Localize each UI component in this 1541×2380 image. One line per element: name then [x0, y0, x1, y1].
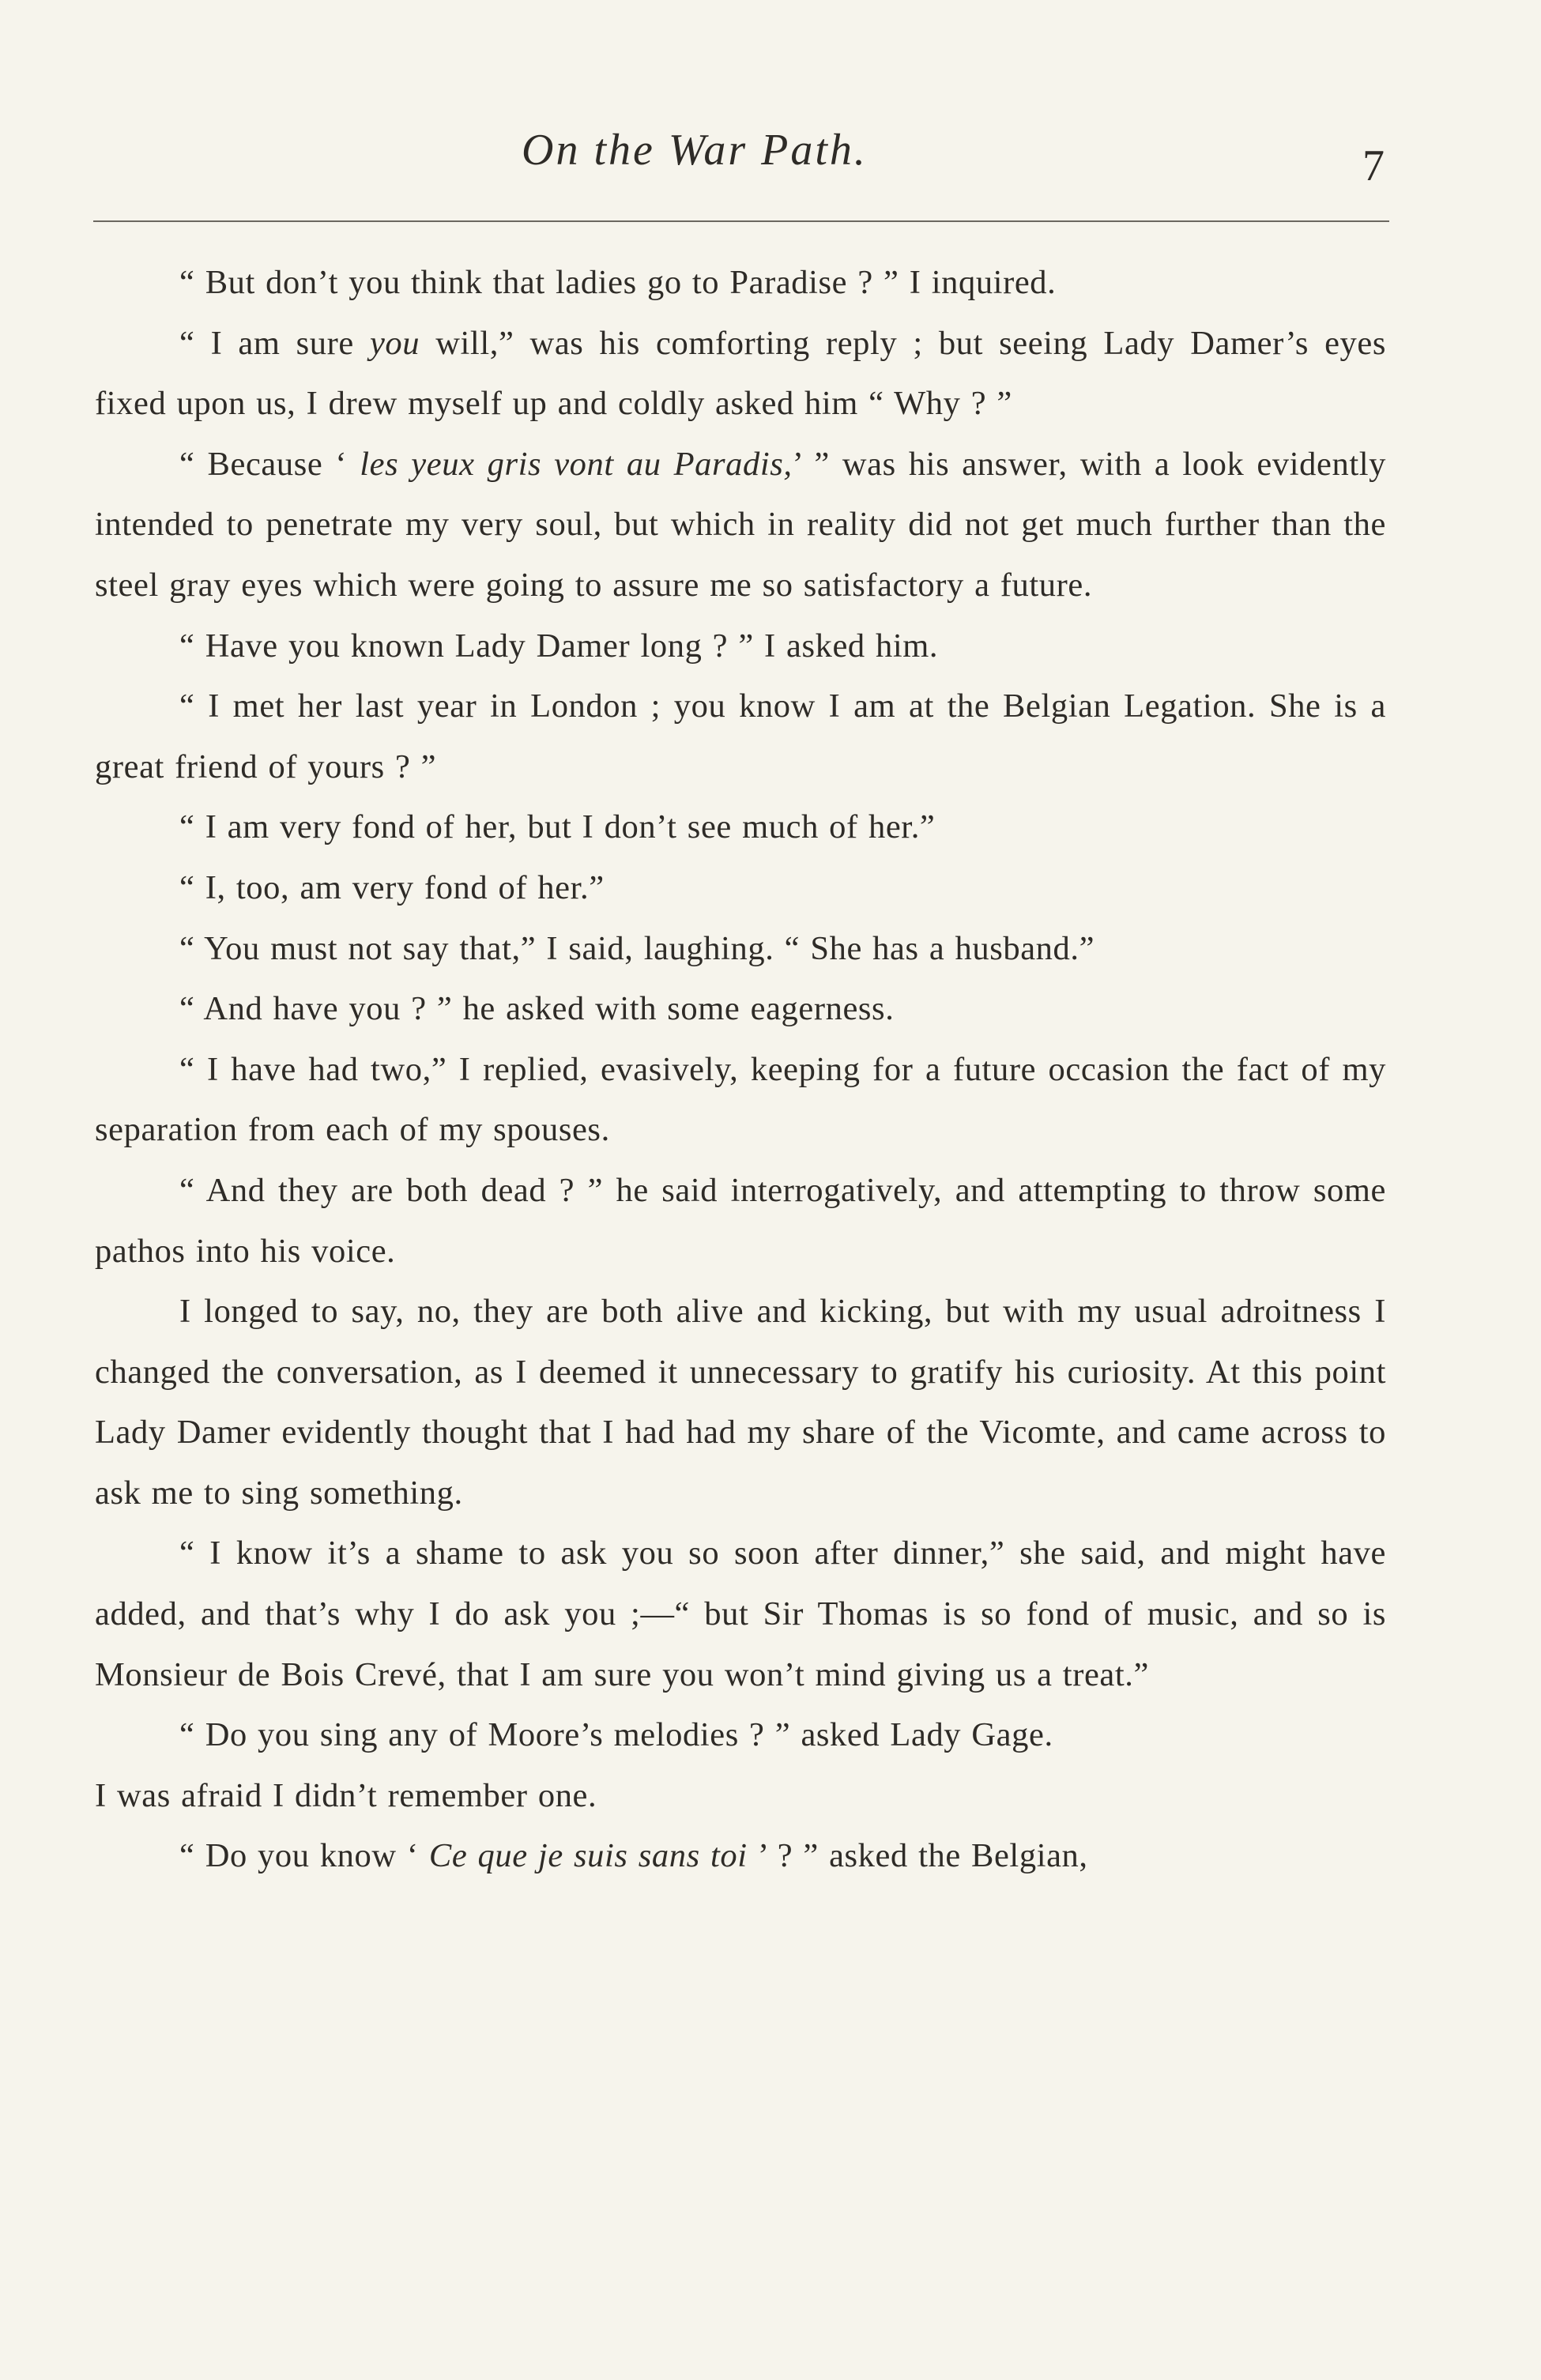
text-run: “ Do you know ‘	[179, 1837, 429, 1875]
paragraph: “ You must not say that,” I said, laughing. “ She has a husband.”	[179, 929, 1095, 967]
paragraph: “ I, too, am very fond of her.”	[179, 868, 605, 906]
paragraph: “ Do you sing any of Moore’s melodies ? ” asked Lady Gage.	[179, 1716, 1053, 1754]
text-run: will,” was his comforting reply ; but seeing Lady Damer’s eyes fixed upon us, I drew myself up and coldly asked him “ Why ? ”	[95, 324, 1386, 423]
text-run: ’ ? ” asked the Belgian,	[747, 1837, 1088, 1875]
paragraph: “ I am very fond of her, but I don’t see much of her.”	[179, 808, 936, 846]
italic-text: Ce que je suis sans toi	[428, 1837, 748, 1875]
paragraph: “ I have had two,” I replied, evasively, keeping for a future occasion the fact of my separation from each of my spouses.	[95, 1050, 1386, 1149]
body-text	[95, 253, 1386, 1887]
italic-text: les yeux gris vont au Paradis,	[360, 445, 793, 483]
paragraph: I was afraid I didn’t remember one.	[95, 1776, 597, 1814]
paragraph: “ And they are both dead ? ” he said interrogatively, and attempting to throw some pathos into his voice.	[95, 1171, 1386, 1270]
paragraph	[95, 435, 1386, 616]
paragraph: “ Have you known Lady Damer long ? ” I asked him.	[179, 627, 939, 665]
text-run: “ Because ‘	[179, 445, 360, 483]
paragraph	[95, 314, 1386, 435]
page-number: 7	[1362, 141, 1385, 190]
italic-text: you	[369, 324, 420, 362]
paragraph: I longed to say, no, they are both alive and kicking, but with my usual adroitness I changed the conversation, as I deemed it unnecessary to gratify his curiosity. At this point Lady Damer evidently thought that I had had my share of the Vicomte, and came across to ask me to sing something.	[95, 1293, 1386, 1512]
paragraph: “ And have you ? ” he asked with some eagerness.	[179, 990, 895, 1028]
header-rule	[93, 220, 1389, 222]
text-run: “ I am sure	[179, 324, 370, 362]
paragraph: “ I met her last year in London ; you know I am at the Belgian Legation. She is a great friend of yours ? ”	[95, 687, 1386, 785]
paragraph: “ I know it’s a shame to ask you so soon after dinner,” she said, and might have added, and that’s why I do ask you ;—“ but Sir Thomas is so fond of music, and so is Monsieur de Bois Crevé, that I am sure you won’t mind giving us a treat.”	[95, 1535, 1386, 1693]
paragraph: “ But don’t you think that ladies go to Paradise ? ” I inquired.	[179, 264, 1057, 301]
running-head	[0, 119, 1541, 190]
text-run: ’ ” was his answer, with a look evidently intended to penetrate my very soul, but which in reality did not get much further than the steel gray eyes which were going to assure me so satisfactory a future.	[95, 445, 1386, 604]
running-title: On the War Path.	[522, 126, 868, 175]
paragraph	[95, 1826, 1386, 1887]
